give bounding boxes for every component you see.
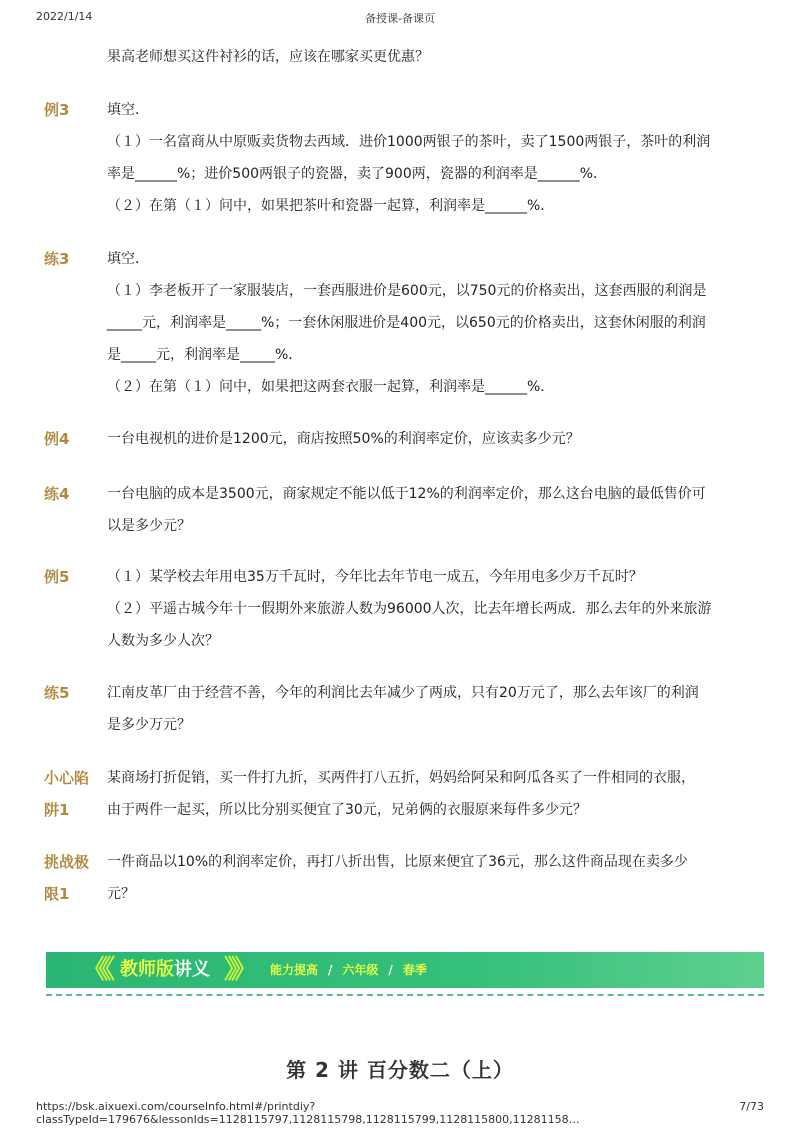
problem-tag-line: 例3 [44, 101, 70, 119]
problem-line: 由于两件一起买，所以比分别买便宜了30元，兄弟俩的衣服原来每件多少元？ [107, 802, 587, 818]
problem-line: 率是______%；进价500两银子的瓷器，卖了900两，瓷器的利润率是______%． [107, 166, 608, 182]
problem-tag-line: 练3 [44, 250, 70, 268]
lecture-title: 第 2 讲 百分数二（上） [286, 1058, 514, 1082]
problem-line: 元？ [107, 886, 135, 902]
problem-text [107, 423, 752, 455]
problem-text [107, 846, 752, 910]
problem-line: 一台电视机的进价是1200元，商店按照50%的利润率定价，应该卖多少元？ [107, 431, 580, 447]
problem-line: （２）平遥古城今年十一假期外来旅游人数为96000人次，比去年增长两成．那么去年的外来旅游 [107, 601, 712, 617]
problem-line: _____元，利润率是_____%；一套休闲服进价是400元，以650元的价格卖出，这套休闲服的利润 [107, 315, 706, 331]
print-url: https://bsk.aixuexi.com/courseInfo.html#/printdiy?classTypeId=179676&lessonIds=1128115797,1128115798,1128115799,1128115800,11281158… [36, 1100, 580, 1126]
problem-line: 某商场打折促销，买一件打九折，买两件打八五折，妈妈给阿呆和阿瓜各买了一件相同的衣服， [107, 770, 695, 786]
problem-line: （１）一名富商从中原贩卖货物去西域．进价1000两银子的茶叶，卖了1500两银子，茶叶的利润 [107, 134, 711, 150]
problem-tag-line: 练4 [44, 485, 70, 503]
problem-tag-line: 练5 [44, 684, 70, 702]
problem-text [107, 94, 752, 222]
problem-tag [44, 846, 104, 910]
problem-line: （１）李老板开了一家服装店，一套西服进价是600元，以750元的价格卖出，这套西服的利润是 [107, 283, 707, 299]
crumb-term: 春季 [402, 963, 427, 977]
problem-tag [44, 561, 104, 593]
problem-tag [44, 677, 104, 709]
problem-line: 是_____元，利润率是_____%． [107, 347, 303, 363]
problem-text [107, 762, 752, 826]
problem-line: （１）某学校去年用电35万千瓦时，今年比去年节电一成五，今年用电多少万千瓦时？ [107, 569, 643, 585]
double-chevron-left-icon: 《《 [82, 955, 110, 985]
problem-tag-line: 小心陷 [44, 769, 90, 787]
problem-line: 填空． [107, 102, 149, 118]
problem-tag-line: 挑战极 [44, 853, 90, 871]
problem-line: 是多少万元？ [107, 717, 191, 733]
banner-brand-a: 教师版 [120, 959, 174, 980]
problem-line: 江南皮革厂由于经营不善，今年的利润比去年减少了两成，只有20万元了，那么去年该厂的利润 [107, 685, 699, 701]
crumb-separator: / [328, 963, 333, 977]
intro-line: 果高老师想买这件衬衫的话，应该在哪家买更优惠？ [107, 49, 429, 65]
problem-line: 填空． [107, 251, 149, 267]
problem-text [107, 677, 752, 741]
banner-brand [120, 952, 210, 988]
problem-line: 人数为多少人次？ [107, 633, 219, 649]
problem-tag-line: 例5 [44, 568, 70, 586]
banner-divider [46, 994, 764, 996]
problem-line: 一台电脑的成本是3500元，商家规定不能以低于12%的利润率定价，那么这台电脑的最低售价可 [107, 486, 706, 502]
problem-tag [44, 243, 104, 275]
crumb-separator: / [388, 963, 393, 977]
problem-tag [44, 762, 104, 826]
page-number: 7/73 [739, 1100, 764, 1113]
problem-tag [44, 94, 104, 126]
problem-line: （２）在第（１）问中，如果把这两套衣服一起算，利润率是______%． [107, 379, 555, 395]
problem-tag-line: 限1 [44, 885, 70, 903]
problem-tag [44, 423, 104, 455]
problem-text [107, 243, 752, 403]
problem-line: 一件商品以10%的利润率定价，再打八折出售，比原来便宜了36元，那么这件商品现在卖多少 [107, 854, 688, 870]
double-chevron-right-icon: 》》 [224, 955, 252, 985]
problem-line: （２）在第（１）问中，如果把茶叶和瓷器一起算，利润率是______%． [107, 198, 555, 214]
banner-brand-b: 讲义 [174, 959, 210, 980]
problem-line: 以是多少元？ [107, 518, 191, 534]
problem-text [107, 561, 752, 657]
banner-breadcrumb [270, 952, 427, 988]
print-title: 备授课-备课页 [365, 12, 435, 25]
problem-tag-line: 例4 [44, 430, 70, 448]
crumb-level: 能力提高 [270, 963, 319, 977]
crumb-grade: 六年级 [342, 963, 379, 977]
problem-tag-line: 阱1 [44, 801, 70, 819]
print-date: 2022/1/14 [36, 10, 93, 23]
problem-tag [44, 478, 104, 510]
problem-text [107, 478, 752, 542]
section-banner [46, 952, 764, 988]
